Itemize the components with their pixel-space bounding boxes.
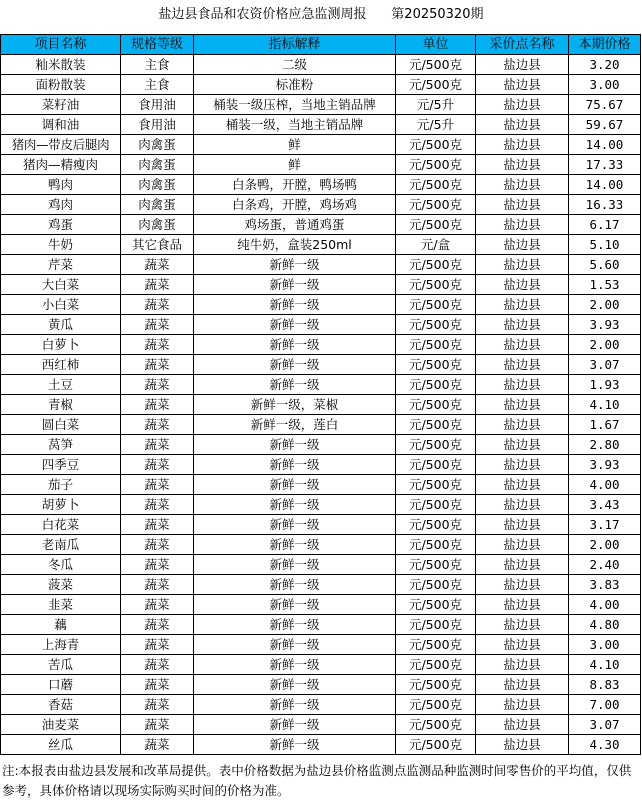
- unit-cell: 元/500克: [396, 435, 476, 455]
- item-name-cell: 白花菜: [1, 515, 121, 535]
- unit-cell: 元/500克: [396, 395, 476, 415]
- footnote: 注:本报表由盐边县发展和改革局提供。表中价格数据为盐边县价格监测点监测品种监测时间零售价的平均值，仅供参考，具体价格请以现场实际购买时间的价格为准。: [2, 763, 632, 798]
- item-name-cell: 藕: [1, 615, 121, 635]
- column-header-item-name: 项目名称: [1, 35, 121, 55]
- grade-cell: 蔬菜: [121, 595, 194, 615]
- price-cell: 4.10: [569, 655, 641, 675]
- collection-point-cell: 盐边县: [476, 735, 569, 755]
- unit-cell: 元/500克: [396, 155, 476, 175]
- item-name-cell: 香菇: [1, 695, 121, 715]
- table-row: [1, 55, 641, 75]
- price-cell: 3.07: [569, 715, 641, 735]
- table-row: [1, 475, 641, 495]
- table-row: [1, 135, 641, 155]
- price-cell: 8.83: [569, 675, 641, 695]
- table-row: [1, 535, 641, 555]
- grade-cell: 蔬菜: [121, 555, 194, 575]
- unit-cell: 元/500克: [396, 55, 476, 75]
- grade-cell: 蔬菜: [121, 335, 194, 355]
- table-row: [1, 235, 641, 255]
- collection-point-cell: 盐边县: [476, 315, 569, 335]
- price-cell: 3.93: [569, 315, 641, 335]
- grade-cell: 肉禽蛋: [121, 175, 194, 195]
- item-name-cell: 菜籽油: [1, 95, 121, 115]
- grade-cell: 蔬菜: [121, 675, 194, 695]
- indicator-cell: 新鲜一级: [194, 455, 396, 475]
- indicator-cell: 新鲜一级: [194, 555, 396, 575]
- collection-point-cell: 盐边县: [476, 255, 569, 275]
- unit-cell: 元/500克: [396, 595, 476, 615]
- table-row: [1, 175, 641, 195]
- collection-point-cell: 盐边县: [476, 475, 569, 495]
- collection-point-cell: 盐边县: [476, 615, 569, 635]
- grade-cell: 食用油: [121, 95, 194, 115]
- indicator-cell: 新鲜一级: [194, 535, 396, 555]
- grade-cell: 主食: [121, 55, 194, 75]
- table-row: [1, 415, 641, 435]
- collection-point-cell: 盐边县: [476, 675, 569, 695]
- grade-cell: 蔬菜: [121, 295, 194, 315]
- table-row: [1, 455, 641, 475]
- unit-cell: 元/500克: [396, 575, 476, 595]
- item-name-cell: 油麦菜: [1, 715, 121, 735]
- table-row: [1, 675, 641, 695]
- column-header-grade: 规格等级: [121, 35, 194, 55]
- unit-cell: 元/500克: [396, 215, 476, 235]
- unit-cell: 元/500克: [396, 635, 476, 655]
- indicator-cell: 新鲜一级: [194, 655, 396, 675]
- collection-point-cell: 盐边县: [476, 435, 569, 455]
- column-header-collection-point: 采价点名称: [476, 35, 569, 55]
- collection-point-cell: 盐边县: [476, 575, 569, 595]
- table-row: [1, 255, 641, 275]
- grade-cell: 蔬菜: [121, 735, 194, 755]
- price-cell: 2.00: [569, 295, 641, 315]
- table-row: [1, 195, 641, 215]
- collection-point-cell: 盐边县: [476, 135, 569, 155]
- indicator-cell: 新鲜一级: [194, 595, 396, 615]
- item-name-cell: 胡萝卜: [1, 495, 121, 515]
- grade-cell: 蔬菜: [121, 395, 194, 415]
- price-cell: 3.83: [569, 575, 641, 595]
- collection-point-cell: 盐边县: [476, 295, 569, 315]
- collection-point-cell: 盐边县: [476, 95, 569, 115]
- price-cell: 4.10: [569, 395, 641, 415]
- unit-cell: 元/500克: [396, 515, 476, 535]
- unit-cell: 元/500克: [396, 535, 476, 555]
- unit-cell: 元/500克: [396, 75, 476, 95]
- item-name-cell: 菠菜: [1, 575, 121, 595]
- indicator-cell: 新鲜一级: [194, 715, 396, 735]
- table-row: [1, 155, 641, 175]
- item-name-cell: 四季豆: [1, 455, 121, 475]
- indicator-cell: 白条鸭，开膛，鸭场鸭: [194, 175, 396, 195]
- table-row: [1, 295, 641, 315]
- indicator-cell: 新鲜一级: [194, 735, 396, 755]
- table-row: [1, 315, 641, 335]
- unit-cell: 元/500克: [396, 255, 476, 275]
- price-cell: 1.67: [569, 415, 641, 435]
- item-name-cell: 苦瓜: [1, 655, 121, 675]
- grade-cell: 其它食品: [121, 235, 194, 255]
- item-name-cell: 丝瓜: [1, 735, 121, 755]
- item-name-cell: 面粉散装: [1, 75, 121, 95]
- indicator-cell: 新鲜一级: [194, 475, 396, 495]
- grade-cell: 蔬菜: [121, 495, 194, 515]
- price-cell: 2.00: [569, 335, 641, 355]
- unit-cell: 元/500克: [396, 455, 476, 475]
- collection-point-cell: 盐边县: [476, 355, 569, 375]
- unit-cell: 元/5升: [396, 115, 476, 135]
- grade-cell: 蔬菜: [121, 715, 194, 735]
- item-name-cell: 茄子: [1, 475, 121, 495]
- price-cell: 3.00: [569, 75, 641, 95]
- unit-cell: 元/500克: [396, 135, 476, 155]
- unit-cell: 元/盒: [396, 235, 476, 255]
- price-cell: 14.00: [569, 175, 641, 195]
- item-name-cell: 圆白菜: [1, 415, 121, 435]
- item-name-cell: 土豆: [1, 375, 121, 395]
- indicator-cell: 新鲜一级: [194, 675, 396, 695]
- collection-point-cell: 盐边县: [476, 335, 569, 355]
- collection-point-cell: 盐边县: [476, 195, 569, 215]
- collection-point-cell: 盐边县: [476, 415, 569, 435]
- item-name-cell: 牛奶: [1, 235, 121, 255]
- table-body: [1, 55, 641, 755]
- unit-cell: 元/500克: [396, 495, 476, 515]
- indicator-cell: 纯牛奶，盒装250ml: [194, 235, 396, 255]
- grade-cell: 蔬菜: [121, 255, 194, 275]
- price-cell: 4.30: [569, 735, 641, 755]
- item-name-cell: 鸡蛋: [1, 215, 121, 235]
- unit-cell: 元/500克: [396, 195, 476, 215]
- grade-cell: 蔬菜: [121, 515, 194, 535]
- price-cell: 2.00: [569, 535, 641, 555]
- price-cell: 4.80: [569, 615, 641, 635]
- table-row: [1, 695, 641, 715]
- indicator-cell: 新鲜一级: [194, 375, 396, 395]
- item-name-cell: 猪肉—精瘦肉: [1, 155, 121, 175]
- price-cell: 16.33: [569, 195, 641, 215]
- item-name-cell: 韭菜: [1, 595, 121, 615]
- collection-point-cell: 盐边县: [476, 115, 569, 135]
- grade-cell: 蔬菜: [121, 695, 194, 715]
- grade-cell: 蔬菜: [121, 455, 194, 475]
- column-header-current-price: 本期价格: [569, 35, 641, 55]
- price-cell: 1.93: [569, 375, 641, 395]
- indicator-cell: 新鲜一级: [194, 695, 396, 715]
- collection-point-cell: 盐边县: [476, 55, 569, 75]
- grade-cell: 肉禽蛋: [121, 195, 194, 215]
- grade-cell: 蔬菜: [121, 475, 194, 495]
- indicator-cell: 桶装一级，当地主销品牌: [194, 115, 396, 135]
- price-table: [0, 34, 641, 755]
- table-row: [1, 95, 641, 115]
- indicator-cell: 鲜: [194, 155, 396, 175]
- collection-point-cell: 盐边县: [476, 75, 569, 95]
- collection-point-cell: 盐边县: [476, 395, 569, 415]
- table-row: [1, 575, 641, 595]
- table-row: [1, 75, 641, 95]
- price-cell: 2.40: [569, 555, 641, 575]
- table-row: [1, 275, 641, 295]
- grade-cell: 蔬菜: [121, 415, 194, 435]
- price-cell: 3.17: [569, 515, 641, 535]
- unit-cell: 元/500克: [396, 335, 476, 355]
- grade-cell: 蔬菜: [121, 635, 194, 655]
- indicator-cell: 新鲜一级: [194, 355, 396, 375]
- table-row: [1, 655, 641, 675]
- item-name-cell: 猪肉—带皮后腿肉: [1, 135, 121, 155]
- item-name-cell: 莴笋: [1, 435, 121, 455]
- collection-point-cell: 盐边县: [476, 695, 569, 715]
- indicator-cell: 新鲜一级: [194, 615, 396, 635]
- grade-cell: 主食: [121, 75, 194, 95]
- indicator-cell: 新鲜一级: [194, 275, 396, 295]
- indicator-cell: 新鲜一级: [194, 255, 396, 275]
- grade-cell: 蔬菜: [121, 575, 194, 595]
- indicator-cell: 新鲜一级: [194, 315, 396, 335]
- price-cell: 75.67: [569, 95, 641, 115]
- table-row: [1, 435, 641, 455]
- price-cell: 3.43: [569, 495, 641, 515]
- item-name-cell: 籼米散装: [1, 55, 121, 75]
- grade-cell: 蔬菜: [121, 355, 194, 375]
- table-row: [1, 355, 641, 375]
- collection-point-cell: 盐边县: [476, 175, 569, 195]
- price-cell: 7.00: [569, 695, 641, 715]
- collection-point-cell: 盐边县: [476, 455, 569, 475]
- table-row: [1, 375, 641, 395]
- item-name-cell: 口蘑: [1, 675, 121, 695]
- indicator-cell: 鸡场蛋，普通鸡蛋: [194, 215, 396, 235]
- collection-point-cell: 盐边县: [476, 555, 569, 575]
- grade-cell: 蔬菜: [121, 535, 194, 555]
- item-name-cell: 小白菜: [1, 295, 121, 315]
- unit-cell: 元/5升: [396, 95, 476, 115]
- column-header-unit: 单位: [396, 35, 476, 55]
- item-name-cell: 白萝卜: [1, 335, 121, 355]
- collection-point-cell: 盐边县: [476, 155, 569, 175]
- price-cell: 5.60: [569, 255, 641, 275]
- indicator-cell: 新鲜一级，莲白: [194, 415, 396, 435]
- price-cell: 3.93: [569, 455, 641, 475]
- unit-cell: 元/500克: [396, 615, 476, 635]
- grade-cell: 蔬菜: [121, 275, 194, 295]
- indicator-cell: 新鲜一级: [194, 295, 396, 315]
- item-name-cell: 芹菜: [1, 255, 121, 275]
- unit-cell: 元/500克: [396, 655, 476, 675]
- price-cell: 1.53: [569, 275, 641, 295]
- indicator-cell: 桶装一级压榨，当地主销品牌: [194, 95, 396, 115]
- collection-point-cell: 盐边县: [476, 655, 569, 675]
- table-row: [1, 735, 641, 755]
- report-title: 盐边县食品和农资价格应急监测周报 第20250320期: [158, 7, 484, 22]
- indicator-cell: 新鲜一级，菜椒: [194, 395, 396, 415]
- item-name-cell: 大白菜: [1, 275, 121, 295]
- collection-point-cell: 盐边县: [476, 635, 569, 655]
- collection-point-cell: 盐边县: [476, 375, 569, 395]
- price-cell: 2.80: [569, 435, 641, 455]
- grade-cell: 肉禽蛋: [121, 135, 194, 155]
- unit-cell: 元/500克: [396, 295, 476, 315]
- table-row: [1, 115, 641, 135]
- table-row: [1, 215, 641, 235]
- item-name-cell: 上海青: [1, 635, 121, 655]
- price-cell: 14.00: [569, 135, 641, 155]
- unit-cell: 元/500克: [396, 275, 476, 295]
- unit-cell: 元/500克: [396, 555, 476, 575]
- table-row: [1, 395, 641, 415]
- table-row: [1, 495, 641, 515]
- grade-cell: 食用油: [121, 115, 194, 135]
- indicator-cell: 新鲜一级: [194, 435, 396, 455]
- item-name-cell: 青椒: [1, 395, 121, 415]
- collection-point-cell: 盐边县: [476, 715, 569, 735]
- table-row: [1, 335, 641, 355]
- unit-cell: 元/500克: [396, 675, 476, 695]
- price-cell: 5.10: [569, 235, 641, 255]
- table-row: [1, 715, 641, 735]
- indicator-cell: 新鲜一级: [194, 635, 396, 655]
- item-name-cell: 调和油: [1, 115, 121, 135]
- indicator-cell: 新鲜一级: [194, 515, 396, 535]
- grade-cell: 蔬菜: [121, 375, 194, 395]
- unit-cell: 元/500克: [396, 315, 476, 335]
- grade-cell: 肉禽蛋: [121, 155, 194, 175]
- indicator-cell: 二级: [194, 55, 396, 75]
- price-cell: 3.07: [569, 355, 641, 375]
- price-cell: 17.33: [569, 155, 641, 175]
- table-row: [1, 515, 641, 535]
- price-cell: 4.00: [569, 475, 641, 495]
- collection-point-cell: 盐边县: [476, 535, 569, 555]
- unit-cell: 元/500克: [396, 715, 476, 735]
- item-name-cell: 老南瓜: [1, 535, 121, 555]
- unit-cell: 元/500克: [396, 175, 476, 195]
- item-name-cell: 黄瓜: [1, 315, 121, 335]
- indicator-cell: 鲜: [194, 135, 396, 155]
- table-row: [1, 555, 641, 575]
- indicator-cell: 白条鸡，开膛，鸡场鸡: [194, 195, 396, 215]
- table-row: [1, 635, 641, 655]
- indicator-cell: 标准粉: [194, 75, 396, 95]
- unit-cell: 元/500克: [396, 475, 476, 495]
- unit-cell: 元/500克: [396, 415, 476, 435]
- price-cell: 59.67: [569, 115, 641, 135]
- item-name-cell: 鸡肉: [1, 195, 121, 215]
- indicator-cell: 新鲜一级: [194, 335, 396, 355]
- unit-cell: 元/500克: [396, 375, 476, 395]
- unit-cell: 元/500克: [396, 355, 476, 375]
- collection-point-cell: 盐边县: [476, 515, 569, 535]
- table-header: [1, 35, 641, 55]
- collection-point-cell: 盐边县: [476, 235, 569, 255]
- collection-point-cell: 盐边县: [476, 215, 569, 235]
- table-row: [1, 615, 641, 635]
- indicator-cell: 新鲜一级: [194, 575, 396, 595]
- indicator-cell: 新鲜一级: [194, 495, 396, 515]
- price-cell: 4.00: [569, 595, 641, 615]
- column-header-indicator: 指标解释: [194, 35, 396, 55]
- item-name-cell: 西红柿: [1, 355, 121, 375]
- grade-cell: 蔬菜: [121, 435, 194, 455]
- price-cell: 6.17: [569, 215, 641, 235]
- price-cell: 3.20: [569, 55, 641, 75]
- table-row: [1, 595, 641, 615]
- grade-cell: 肉禽蛋: [121, 215, 194, 235]
- item-name-cell: 冬瓜: [1, 555, 121, 575]
- grade-cell: 蔬菜: [121, 655, 194, 675]
- header-row: [1, 35, 641, 55]
- collection-point-cell: 盐边县: [476, 275, 569, 295]
- price-cell: 3.00: [569, 635, 641, 655]
- unit-cell: 元/500克: [396, 695, 476, 715]
- grade-cell: 蔬菜: [121, 315, 194, 335]
- grade-cell: 蔬菜: [121, 615, 194, 635]
- item-name-cell: 鸭肉: [1, 175, 121, 195]
- collection-point-cell: 盐边县: [476, 595, 569, 615]
- unit-cell: 元/500克: [396, 735, 476, 755]
- collection-point-cell: 盐边县: [476, 495, 569, 515]
